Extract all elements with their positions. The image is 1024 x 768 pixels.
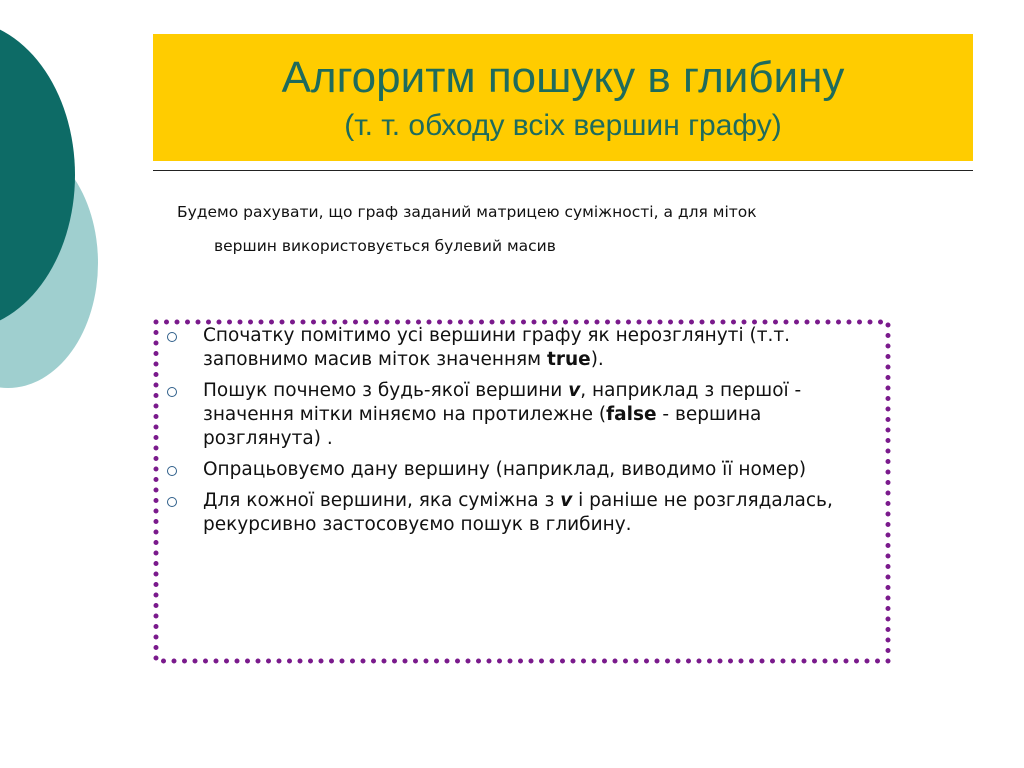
slide-subtitle: (т. т. обходу всіх вершин графу) [344,109,782,142]
intro-line-2: вершин використовується булевий масив [214,237,556,255]
step-keyword: false [606,404,657,425]
circle-bullet-icon [167,466,177,476]
step-item [163,458,878,482]
step-text: ). [590,349,604,370]
step-item [163,489,878,537]
step-variable: v [568,380,581,401]
steps-list [163,324,878,544]
circle-bullet-icon [167,387,177,397]
step-text: , наприклад з першої - значення мітки міняємо на протилежне ( [203,380,802,425]
circle-bullet-icon [167,497,177,507]
step-text: Для кожної вершини, яка суміжна з [203,490,561,511]
step-text: Спочатку помітимо усі вершини графу як нерозглянуті (т.т. заповнимо масив міток значенням [203,325,791,370]
step-text: - вершина розглянута) . [203,404,762,449]
intro-line-1: Будемо рахувати, що граф заданий матрицею суміжності, а для міток [177,203,757,221]
step-item [163,324,878,372]
step-variable: v [560,490,573,511]
step-item [163,379,878,451]
step-text: Пошук почнемо з будь-якої вершини [203,380,569,401]
slide-title: Алгоритм пошуку в глибину [281,53,845,102]
step-keyword: true [547,349,591,370]
title-divider [153,170,973,171]
step-text: і раніше не розглядалась, рекурсивно застосовуємо пошук в глибину. [203,490,833,535]
step-text: Опрацьовуємо дану вершину (наприклад, виводимо її номер) [203,459,807,480]
circle-bullet-icon [167,332,177,342]
title-band [153,34,973,161]
intro-paragraph [177,195,937,263]
algorithm-steps-box [153,319,891,664]
